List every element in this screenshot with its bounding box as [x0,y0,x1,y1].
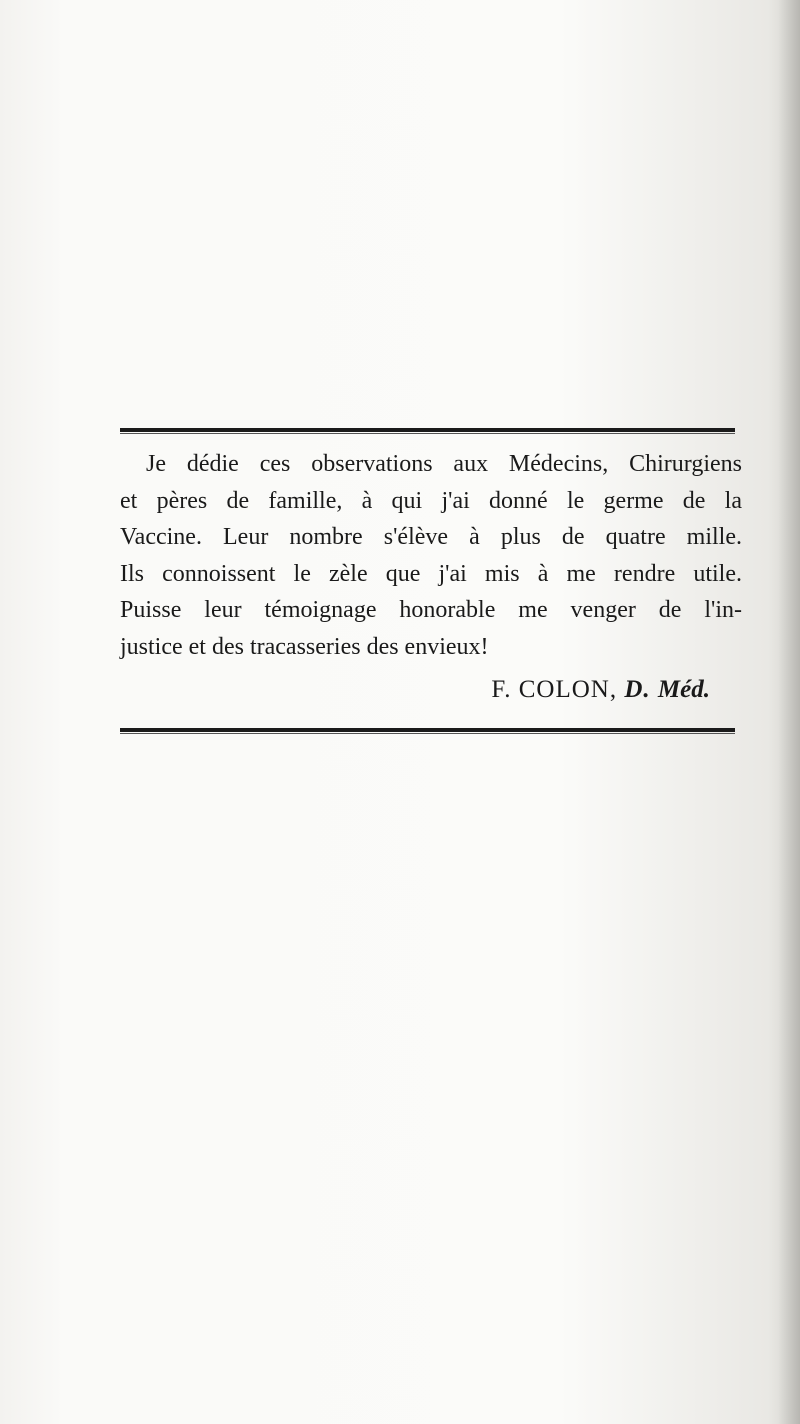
signature-degree: D. [624,676,651,703]
dedication-line: Vaccine. Leur nombre s'élève à plus de quatre mille. [120,524,742,550]
dedication-line: Ils connoissent le zèle que j'ai mis à me rendre utile. [120,560,742,587]
signature-name: F. COLON, [491,676,618,703]
bottom-rule [120,728,735,732]
top-rule [120,428,735,432]
dedication-paragraph [120,446,742,665]
signature-title: Méd. [657,676,710,703]
signature [380,676,710,704]
dedication-line: Puisse leur témoignage honorable me venger de l'in- [120,597,742,623]
dedication-line: Je dédie ces observations aux Médecins, Chirurgiens [146,451,742,477]
dedication-line: justice et des tracasseries des envieux! [120,633,489,660]
dedication-line: et pères de famille, à qui j'ai donné le germe de la [120,487,742,514]
